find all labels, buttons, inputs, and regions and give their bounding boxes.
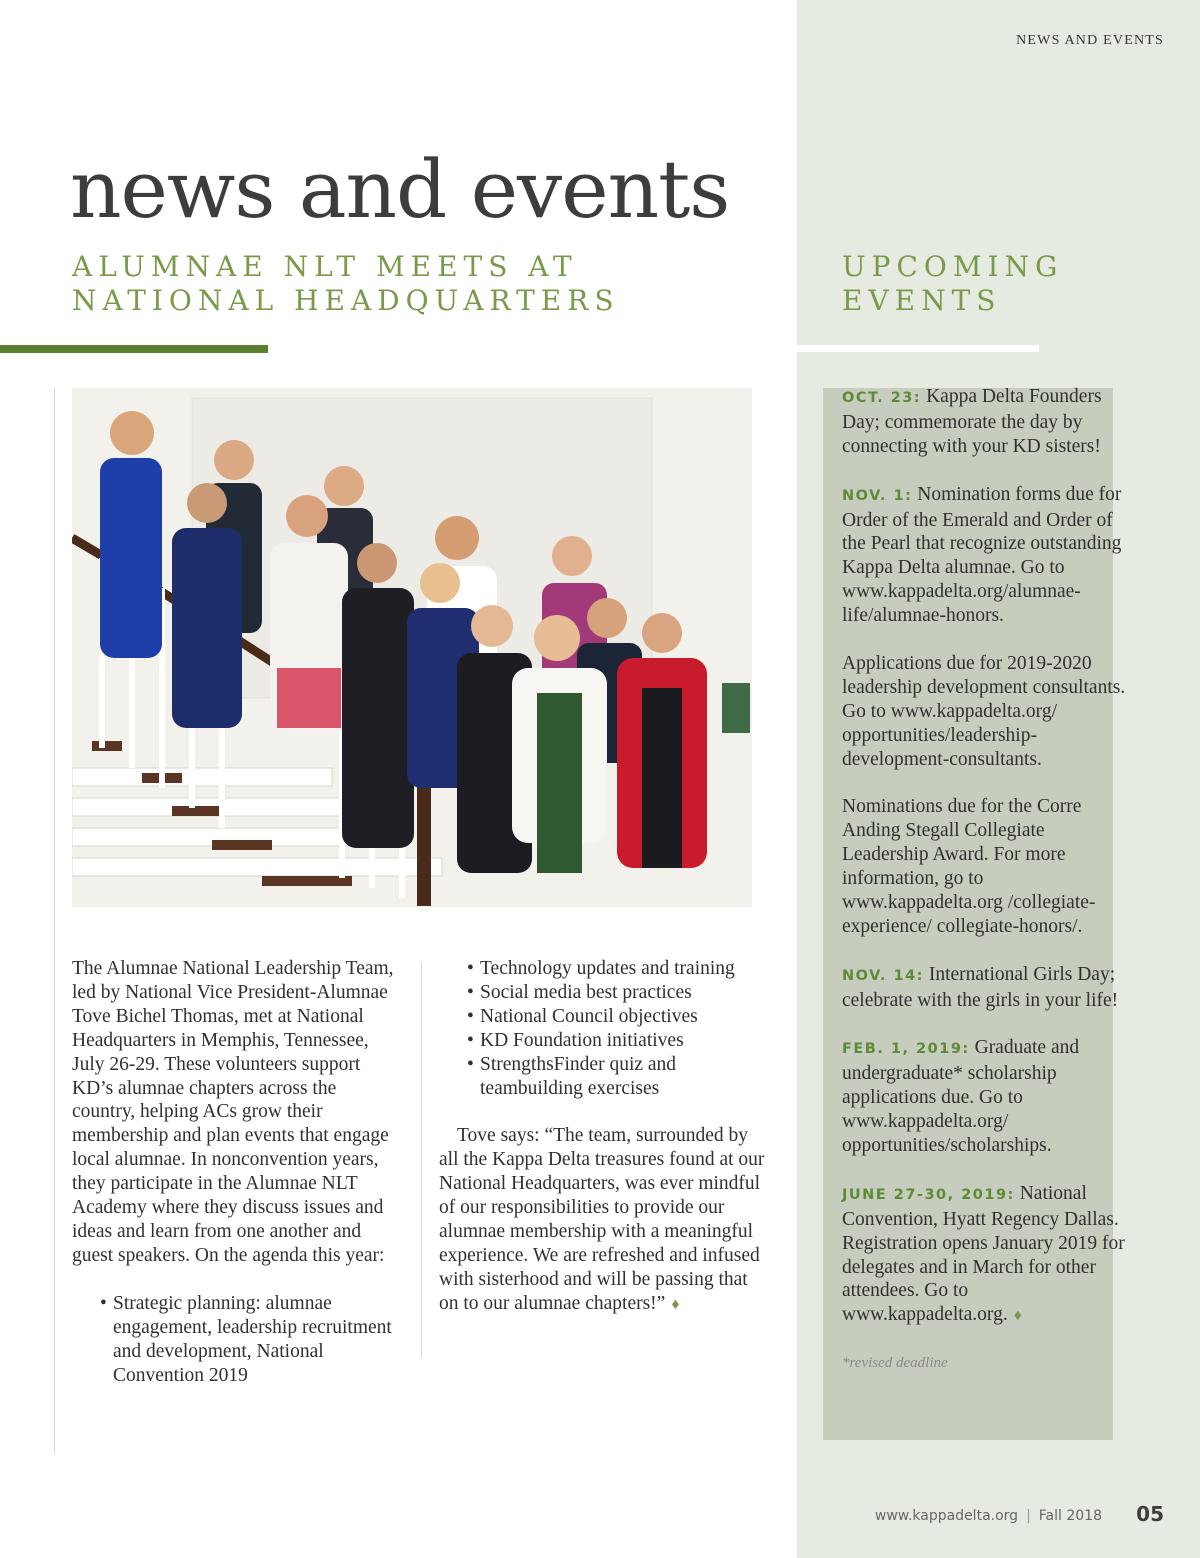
upcoming-title-line: EVENTS <box>842 284 1002 317</box>
event-text: National Convention, Hyatt Regency Dallas. Registration opens January 2019 for delegates and in March for other attendees. Go to www.kappadelta.org. <box>842 1182 1125 1326</box>
list-item: • Social media best practices <box>467 981 769 1005</box>
event-item <box>842 1182 1132 1328</box>
upcoming-events-title <box>842 250 1063 318</box>
footer-issue: Fall 2018 <box>1038 1508 1102 1524</box>
event-item <box>842 963 1132 1013</box>
footnote: *revised deadline <box>842 1355 948 1372</box>
article-column-2 <box>439 957 769 1317</box>
page-footer <box>875 1508 1102 1524</box>
upcoming-events-list <box>842 385 1132 1376</box>
footer-separator: | <box>1026 1508 1031 1524</box>
list-item: • StrengthsFinder quiz and teambuilding exercises <box>467 1053 769 1101</box>
group-photo <box>72 388 752 907</box>
list-item: • Technology updates and training <box>467 957 769 981</box>
running-head: NEWS AND EVENTS <box>1016 33 1164 48</box>
event-item <box>842 385 1132 459</box>
article-subtitle <box>72 250 620 318</box>
event-date: NOV. 1: <box>842 487 913 504</box>
agenda-list <box>72 1292 402 1388</box>
event-item <box>842 483 1132 628</box>
event-date: FEB. 1, 2019: <box>842 1041 970 1058</box>
article-column-1 <box>72 957 402 1387</box>
event-text: International Girls Day; celebrate with the girls in your life! <box>842 963 1119 1011</box>
page-title: news and events <box>70 143 730 236</box>
event-text: Graduate and undergraduate* scholarship applications due. Go to www.kappadelta.org/ opportunities/scholarships. <box>842 1037 1080 1157</box>
event-text: Nomination forms due for Order of the Emerald and Order of the Pearl that recognize outstanding Kappa Delta alumnae. Go to www.kappadelta.org/alumnae-life/alumnae-honors. <box>842 483 1122 627</box>
column-rule <box>54 388 55 1454</box>
end-diamond-icon: ♦ <box>1013 1307 1022 1325</box>
subtitle-line: NATIONAL HEADQUARTERS <box>72 284 620 317</box>
event-text: Applications due for 2019-2020 leadership development consultants. Go to www.kappadelta.org/ opportunities/leadership-development-consultants. <box>842 652 1126 770</box>
event-text: Nominations due for the Corre Anding Stegall Collegiate Leadership Award. For more information, go to www.kappadelta.org /collegiate-experience/ collegiate-honors/. <box>842 796 1096 937</box>
footer-website: www.kappadelta.org <box>874 1508 1019 1524</box>
agenda-list-continued <box>439 957 769 1100</box>
event-text: Kappa Delta Founders Day; commemorate the day by connecting with your KD sisters! <box>842 386 1102 457</box>
subtitle-line: ALUMNAE NLT MEETS AT <box>72 250 578 283</box>
article-intro: The Alumnae National Leadership Team, led by National Vice President-Alumnae Tove Bichel Thomas, met at National Headquarters in Memphis, Tennessee, July 26-29. These volunteers support KD’s alumnae chapters across the country, helping ACs grow their membership and plan events that engage local alumnae. In nonconvention years, they participate in the Alumnae NLT Academy where they discuss issues and ideas and learn from one another and guest speakers. On the agenda this year: <box>72 958 394 1266</box>
list-item: • KD Foundation initiatives <box>467 1029 769 1053</box>
column-rule <box>421 962 422 1358</box>
upcoming-title-line: UPCOMING <box>842 250 1064 283</box>
event-item <box>842 1036 1132 1158</box>
list-item: • National Council objectives <box>467 1005 769 1029</box>
white-divider <box>797 345 1039 352</box>
green-divider <box>0 345 268 353</box>
quote-text: Tove says: “The team, surrounded by all the Kappa Delta treasures found at our National Headquarters, was ever mindful of our responsibilities to provide our alumnae membership with a meaningful experience. We are refreshed and infused with sisterhood and will be passing that on to our alumnae chapters!” <box>439 1125 765 1314</box>
end-diamond-icon: ♦ <box>671 1295 680 1313</box>
group-photo-icon <box>72 388 752 907</box>
event-item <box>842 795 1132 938</box>
event-date: NOV. 14: <box>842 967 924 984</box>
event-date: JUNE 27-30, 2019: <box>842 1186 1015 1203</box>
quote-paragraph <box>439 1124 769 1316</box>
page-number: 05 <box>1136 1502 1164 1526</box>
list-item: • Strategic planning: alumnae engagement, leadership recruitment and development, National Convention 2019 <box>100 1292 402 1388</box>
event-date: OCT. 23: <box>842 390 922 406</box>
event-item <box>842 652 1132 772</box>
